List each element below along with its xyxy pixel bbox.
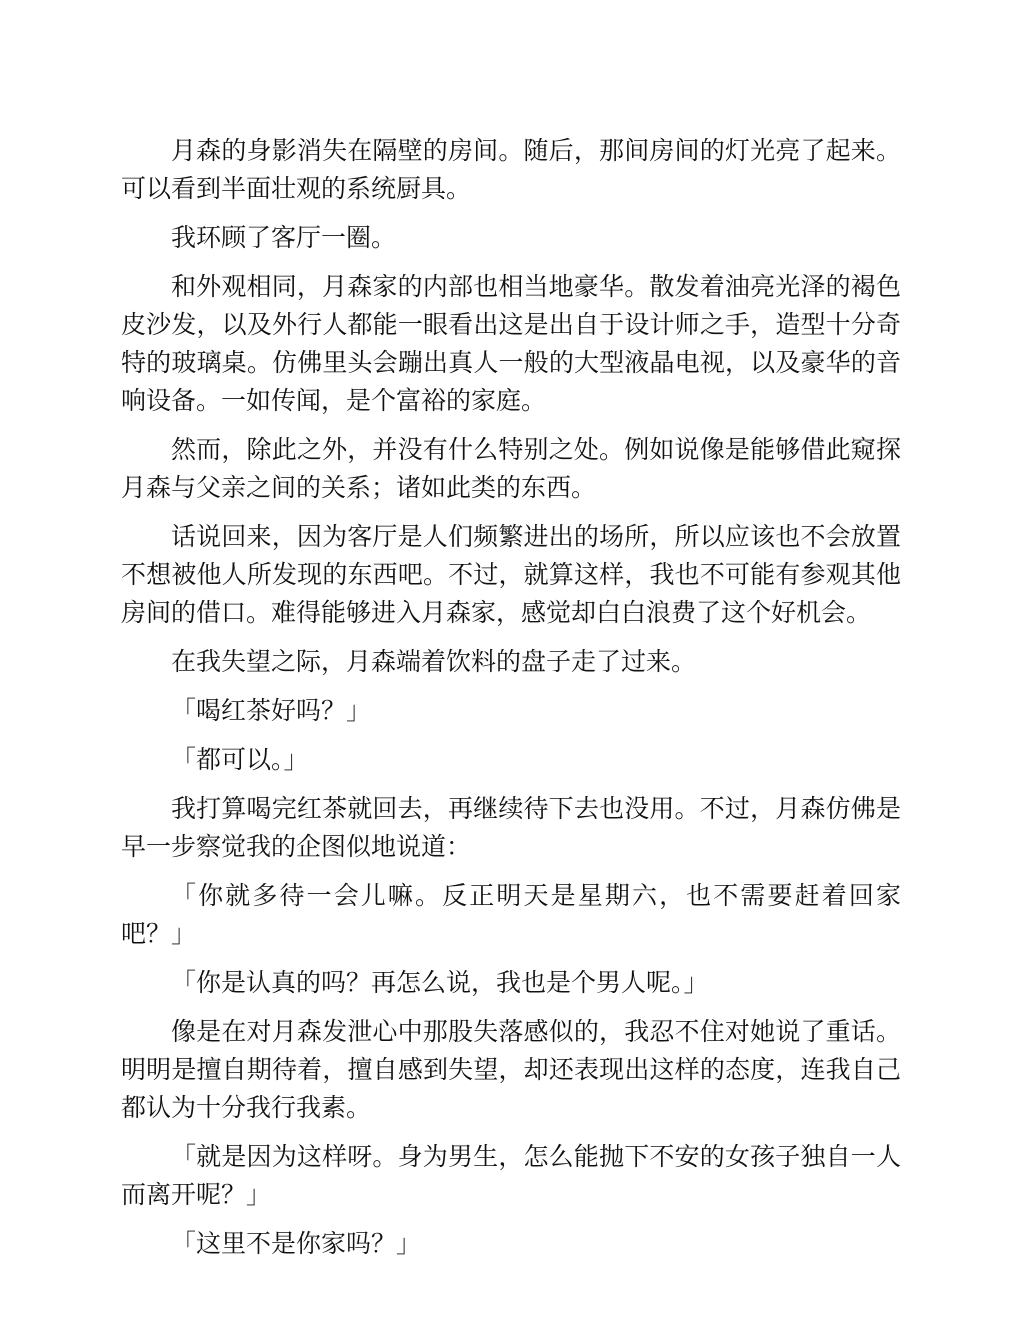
paragraph: 我打算喝完红茶就回去，再继续待下去也没用。不过，月森仿佛是早一步察觉我的企图似地说道： xyxy=(121,794,901,861)
paragraph: 我环顾了客厅一圈。 xyxy=(171,223,397,252)
paragraph: 话说回来，因为客厅是人们频繁进出的场所，所以应该也不会放置不想被他人所发现的东西吧。不过，就算这样，我也不可能有参观其他房间的借口。难得能够进入月森家，感觉却白白浪费了这个好机会。 xyxy=(121,522,901,627)
dialogue-line: 「就是因为这样呀。身为男生，怎么能抛下不安的女孩子独自一人而离开呢？」 xyxy=(121,1142,901,1209)
body-text xyxy=(121,132,901,1274)
dialogue-line: 「喝红茶好吗？」 xyxy=(171,696,372,725)
paragraph: 像是在对月森发泄心中那股失落感似的，我忍不住对她说了重话。明明是擅自期待着，擅自感到失望，却还表现出这样的态度，连我自己都认为十分我行我素。 xyxy=(121,1017,901,1122)
paragraph: 然而，除此之外，并没有什么特别之处。例如说像是能够借此窥探月森与父亲之间的关系；诸如此类的东西。 xyxy=(121,435,901,502)
dialogue-line: 「你就多待一会儿嘛。反正明天是星期六，也不需要赶着回家吧？」 xyxy=(121,881,901,948)
dialogue-line: 「都可以。」 xyxy=(171,745,309,774)
paragraph: 月森的身影消失在隔壁的房间。随后，那间房间的灯光亮了起来。可以看到半面壮观的系统厨具。 xyxy=(121,136,901,203)
dialogue-line: 「你是认真的吗？再怎么说，我也是个男人呢。」 xyxy=(171,968,709,997)
paragraph: 和外观相同，月森家的内部也相当地豪华。散发着油亮光泽的褐色皮沙发，以及外行人都能一眼看出这是出自于设计师之手，造型十分奇特的玻璃桌。仿佛里头会蹦出真人一般的大型液晶电视，以及豪华的音响设备。一如传闻，是个富裕的家庭。 xyxy=(121,272,901,415)
dialogue-line: 「这里不是你家吗？」 xyxy=(171,1229,422,1258)
paragraph: 在我失望之际，月森端着饮料的盘子走了过来。 xyxy=(171,647,697,676)
